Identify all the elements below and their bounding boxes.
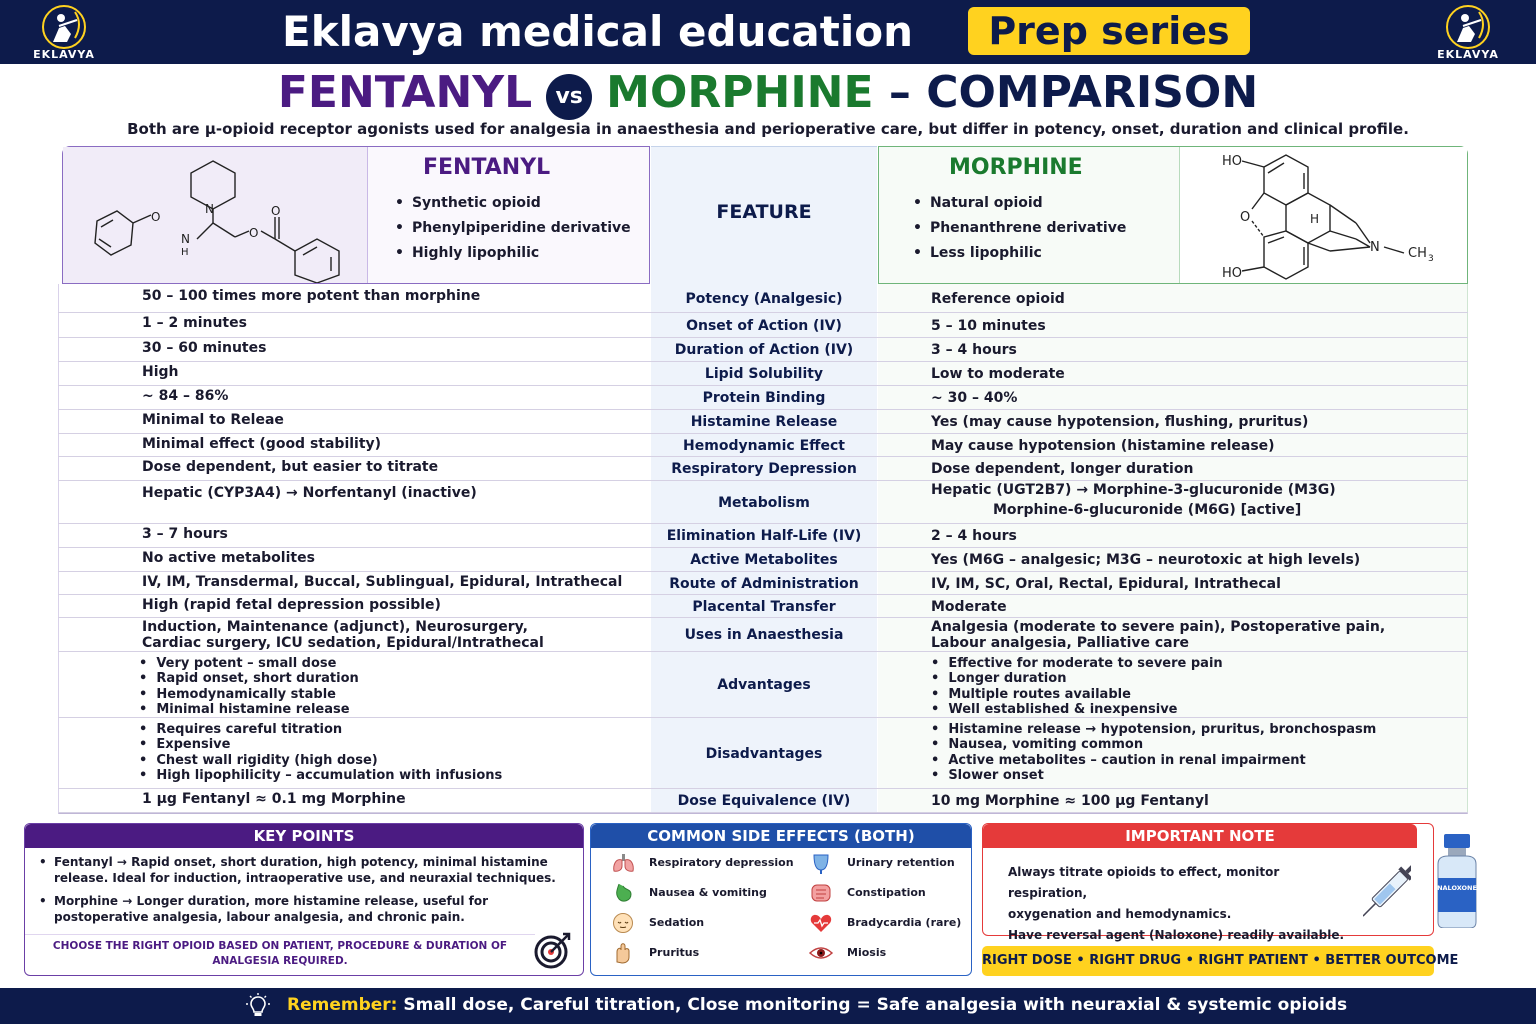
naloxone-vial-icon [1432,834,1482,928]
title-comparison: – COMPARISON [888,67,1259,118]
fentanyl-cell [58,457,650,480]
eklavya-logo-right [1428,4,1508,62]
list-item: • Phenanthrene derivative [913,220,1126,236]
key-point-morphine [39,893,559,925]
note-line: oxygenation and hemodynamics. [1008,907,1232,921]
fentanyl-value: 1 – 2 minutes [142,315,247,331]
fentanyl-cell [58,572,650,594]
feature-label: Elimination Half-Life (IV) [666,528,862,544]
list-item: • Slower onset [931,768,1376,783]
eklavya-logo [24,4,104,62]
fentanyl-header-card [62,146,650,284]
table-row [58,434,1468,457]
morphine-properties-list [913,195,1126,270]
morphine-cell [878,652,1468,717]
morphine-cell [878,572,1468,594]
fentanyl-cell [58,362,650,385]
lungs-icon [611,852,637,874]
morphine-cell [878,457,1468,480]
table-row [58,362,1468,386]
fentanyl-properties-list [395,195,631,270]
key-point-text: • Morphine → Longer duration, more histamine release, useful for postoperative analgesia, labour analgesia, and chronic pain. [54,894,488,924]
table-row [58,618,1468,652]
feature-label: Metabolism [718,494,810,511]
fentanyl-cell [58,284,650,312]
side-effect-label: Miosis [847,946,887,959]
morphine-cell [878,548,1468,571]
fentanyl-cell [58,652,650,717]
feature-cell [651,789,877,812]
archer-icon [37,4,91,50]
target-icon [533,930,573,970]
svg-text:O: O [271,204,281,218]
list-item: • Minimal histamine release [139,702,359,717]
morphine-value: Reference opioid [931,290,1065,307]
morphine-cell [878,524,1468,547]
morphine-value: Yes (may cause hypotension, flushing, pruritus) [931,414,1309,430]
feature-cell [651,618,877,651]
morphine-value: Dose dependent, longer duration [931,461,1194,477]
morphine-value: ~ 30 – 40% [931,390,1018,406]
feature-label: Route of Administration [669,575,859,592]
fentanyl-value: No active metabolites [142,550,315,566]
list-item: • Multiple routes available [931,687,1223,702]
bullet-list [139,722,502,784]
svg-text:HO: HO [1222,154,1243,169]
list-item: • Very potent – small dose [139,656,359,671]
key-points-footer: CHOOSE THE RIGHT OPIOID BASED ON PATIENT, PROCEDURE & DURATION OF ANALGESIA REQUIRED. [25,934,535,969]
list-item: • Nausea, vomiting common [931,737,1376,752]
fentanyl-value: Dose dependent, but easier to titrate [142,459,439,475]
feature-label: Potency (Analgesic) [685,290,843,307]
note-line: Always titrate opioids to effect, monitor respiration, [1008,865,1280,900]
svg-text:CH: CH [1408,246,1427,261]
list-item: • Effective for moderate to severe pain [931,656,1223,671]
svg-text:3: 3 [1428,254,1434,264]
list-item: • Chest wall rigidity (high dose) [139,753,502,768]
heart-icon [809,912,835,934]
morphine-cell [878,789,1468,812]
morphine-structure [1179,147,1467,283]
svg-text:O: O [151,210,161,224]
svg-text:N: N [1370,240,1380,255]
fentanyl-cell [58,386,650,409]
key-point-fentanyl [39,854,559,886]
morphine-value: Analgesia (moderate to severe pain), Postoperative pain, [931,619,1386,635]
table-row [58,652,1468,718]
feature-cell [651,572,877,594]
vial-label: NALOXONE [1437,884,1477,892]
list-item: • Synthetic opioid [395,195,631,211]
feature-cell [651,548,877,571]
list-item: • Highly lipophilic [395,245,631,261]
list-item: • Histamine release → hypotension, pruritus, bronchospasm [931,722,1376,737]
table-row [58,595,1468,618]
key-points-panel [24,823,584,976]
table-row [58,338,1468,362]
morphine-cell [878,595,1468,617]
morphine-cell [878,481,1468,523]
logo-text: EKLAVYA [1437,48,1499,61]
side-effect-label: Nausea & vomiting [649,886,767,899]
list-item: • Natural opioid [913,195,1126,211]
itch-icon [611,942,637,964]
table-row [58,313,1468,338]
list-item: • Expensive [139,737,502,752]
list-item: • High lipophilicity – accumulation with infusions [139,768,502,783]
side-effects-title: COMMON SIDE EFFECTS (BOTH) [591,824,971,848]
side-effect-label: Bradycardia (rare) [847,916,962,929]
morphine-value: 3 – 4 hours [931,342,1017,358]
key-points-title: KEY POINTS [25,824,583,848]
footer-text [287,995,1347,1015]
fentanyl-value: 1 μg Fentanyl ≈ 0.1 mg Morphine [142,791,406,807]
morphine-value: Moderate [931,598,1007,615]
feature-label: Onset of Action (IV) [686,317,842,334]
morphine-value: May cause hypotension (histamine release) [931,437,1275,454]
feature-label: Histamine Release [690,414,838,430]
morphine-cell [878,618,1468,651]
table-row [58,284,1468,313]
feature-cell [651,284,877,312]
fentanyl-value: Minimal to Releae [142,412,284,428]
svg-text:N: N [181,232,190,246]
table-row [58,548,1468,572]
list-item: • Active metabolites – caution in renal impairment [931,753,1376,768]
svg-text:O: O [1240,210,1251,225]
fentanyl-cell [58,434,650,456]
list-item: • Requires careful titration [139,722,502,737]
eye-icon [809,942,835,964]
morphine-value: Yes (M6G – analgesic; M3G – neurotoxic at high levels) [931,552,1361,568]
motto-banner: RIGHT DOSE • RIGHT DRUG • RIGHT PATIENT • BETTER OUTCOME [982,946,1434,976]
side-effect-label: Respiratory depression [649,856,794,869]
morphine-value: Hepatic (UGT2B7) → Morphine-3-glucuronide (M3G) [931,482,1336,498]
table-row [58,457,1468,481]
feature-cell [651,362,877,385]
fentanyl-value: Induction, Maintenance (adjunct), Neurosurgery, [142,619,528,635]
svg-text:H: H [181,247,189,258]
logo-text: EKLAVYA [33,48,95,61]
feature-cell [651,652,877,717]
sleepy-face-icon [611,912,637,934]
feature-label: Advantages [717,677,811,693]
fentanyl-cell [58,481,650,523]
fentanyl-cell [58,313,650,337]
footer-lead: Remember: [287,995,398,1015]
side-effect-label: Sedation [649,916,705,929]
fentanyl-cell [58,524,650,547]
fentanyl-cell [58,618,650,651]
side-effect-label: Constipation [847,886,926,899]
table-row [58,524,1468,548]
feature-label: Protein Binding [702,390,826,406]
morphine-cell [878,313,1468,337]
bullet-list [931,656,1223,718]
morphine-value: Morphine-6-glucuronide (M6G) [active] [993,502,1302,518]
feature-label: Hemodynamic Effect [683,437,845,454]
feature-cell [651,434,877,456]
fentanyl-value: Minimal effect (good stability) [142,436,382,452]
feature-label: Dose Equivalence (IV) [677,793,851,809]
feature-cell [651,410,877,433]
stomach-icon [611,882,637,904]
feature-cell [651,718,877,788]
side-effect-label: Pruritus [649,946,700,959]
footer-bar [0,988,1536,1024]
svg-text:O: O [249,226,259,240]
fentanyl-cell [58,548,650,571]
important-note-panel [982,823,1434,942]
fentanyl-cell [58,789,650,812]
fentanyl-value: IV, IM, Transdermal, Buccal, Sublingual, Epidural, Intrathecal [142,574,623,590]
fentanyl-value: 30 – 60 minutes [142,340,267,356]
feature-cell [651,338,877,361]
list-item: • Longer duration [931,671,1223,686]
morphine-value: Labour analgesia, Palliative care [931,635,1190,651]
key-point-text: • Fentanyl → Rapid onset, short duration, high potency, minimal histamine release. Ideal for induction, intraoperative use, and neuraxial techniques. [54,855,556,885]
feature-label: Active Metabolites [690,552,838,568]
morphine-value: 5 – 10 minutes [931,317,1046,334]
morphine-cell [878,362,1468,385]
syringe-icon [1363,856,1411,928]
title-morphine: MORPHINE [606,67,874,118]
side-effect-label: Urinary retention [847,856,955,869]
bullet-list [931,722,1376,784]
header-bar [0,0,1536,64]
important-note-text [1008,862,1348,946]
page-title [0,67,1536,120]
fentanyl-cell [58,338,650,361]
fentanyl-cell [58,595,650,617]
page-subtitle: Both are μ-opioid receptor agonists used for analgesia in anaesthesia and perioperative care, but differ in potency, onset, duration and clinical profile. [127,120,1409,138]
fentanyl-value: High (rapid fetal depression possible) [142,597,441,613]
morphine-molecule-icon [1180,147,1468,283]
title-fentanyl: FENTANYL [277,67,533,118]
important-note-title: IMPORTANT NOTE [983,824,1417,848]
prep-series-badge: Prep series [968,7,1250,55]
fentanyl-value: 3 – 7 hours [142,526,228,542]
bladder-icon [809,852,835,874]
list-item: • Rapid onset, short duration [139,671,359,686]
morphine-value: IV, IM, SC, Oral, Rectal, Epidural, Intrathecal [931,575,1281,592]
fentanyl-cell [58,718,650,788]
brand-title: Eklavya medical education [282,7,913,56]
table-row [58,789,1468,813]
fentanyl-value: Cardiac surgery, ICU sedation, Epidural/Intrathecal [142,635,544,651]
morphine-cell [878,386,1468,409]
feature-column-heading: FEATURE [651,146,877,284]
fentanyl-value: Hepatic (CYP3A4) → Norfentanyl (inactive) [142,485,477,501]
table-row [58,410,1468,434]
list-item: • Well established & inexpensive [931,702,1223,717]
side-effects-panel [590,823,972,976]
feature-label: Disadvantages [705,745,823,762]
table-row [58,572,1468,595]
morphine-cell [878,410,1468,433]
feature-cell [651,524,877,547]
fentanyl-structure [63,147,368,283]
feature-label: Lipid Solubility [704,366,824,382]
morphine-header-card [878,146,1468,284]
footer-body: Small dose, Careful titration, Close monitoring = Safe analgesia with neuraxial & systemic opioids [397,995,1348,1015]
vs-badge: vs [546,74,592,120]
feature-label: Uses in Anaesthesia [684,627,844,643]
list-item: • Hemodynamically stable [139,687,359,702]
morphine-value: 10 mg Morphine ≈ 100 μg Fentanyl [931,793,1209,809]
feature-cell [651,481,877,523]
morphine-value: Low to moderate [931,366,1065,382]
bullet-list [139,656,359,718]
table-row [58,718,1468,789]
fentanyl-value: High [142,364,179,380]
feature-cell [651,595,877,617]
feature-cell [651,457,877,480]
feature-label: Duration of Action (IV) [674,342,854,358]
intestine-icon [809,882,835,904]
note-line: Have reversal agent (Naloxone) readily available. [1008,928,1345,942]
fentanyl-value: 50 – 100 times more potent than morphine [142,287,481,304]
fentanyl-cell [58,410,650,433]
fentanyl-heading: FENTANYL [423,155,551,180]
feature-label: Respiratory Depression [671,461,857,477]
list-item: • Phenylpiperidine derivative [395,220,631,236]
morphine-value: 2 – 4 hours [931,528,1017,544]
morphine-heading: MORPHINE [949,155,1083,180]
table-row [58,481,1468,524]
table-border [58,813,1468,814]
feature-label: Placental Transfer [692,598,836,615]
feature-cell [651,313,877,337]
svg-text:H: H [1310,212,1320,226]
morphine-cell [878,338,1468,361]
morphine-cell [878,718,1468,788]
morphine-cell [878,284,1468,312]
fentanyl-value: ~ 84 – 86% [142,388,229,404]
morphine-cell [878,434,1468,456]
list-item: • Less lipophilic [913,245,1126,261]
table-row [58,386,1468,410]
feature-cell [651,386,877,409]
lightbulb-icon [244,992,272,1020]
archer-icon [1441,4,1495,50]
svg-text:N: N [205,202,214,216]
fentanyl-molecule-icon [63,147,368,283]
svg-text:HO: HO [1222,266,1243,281]
